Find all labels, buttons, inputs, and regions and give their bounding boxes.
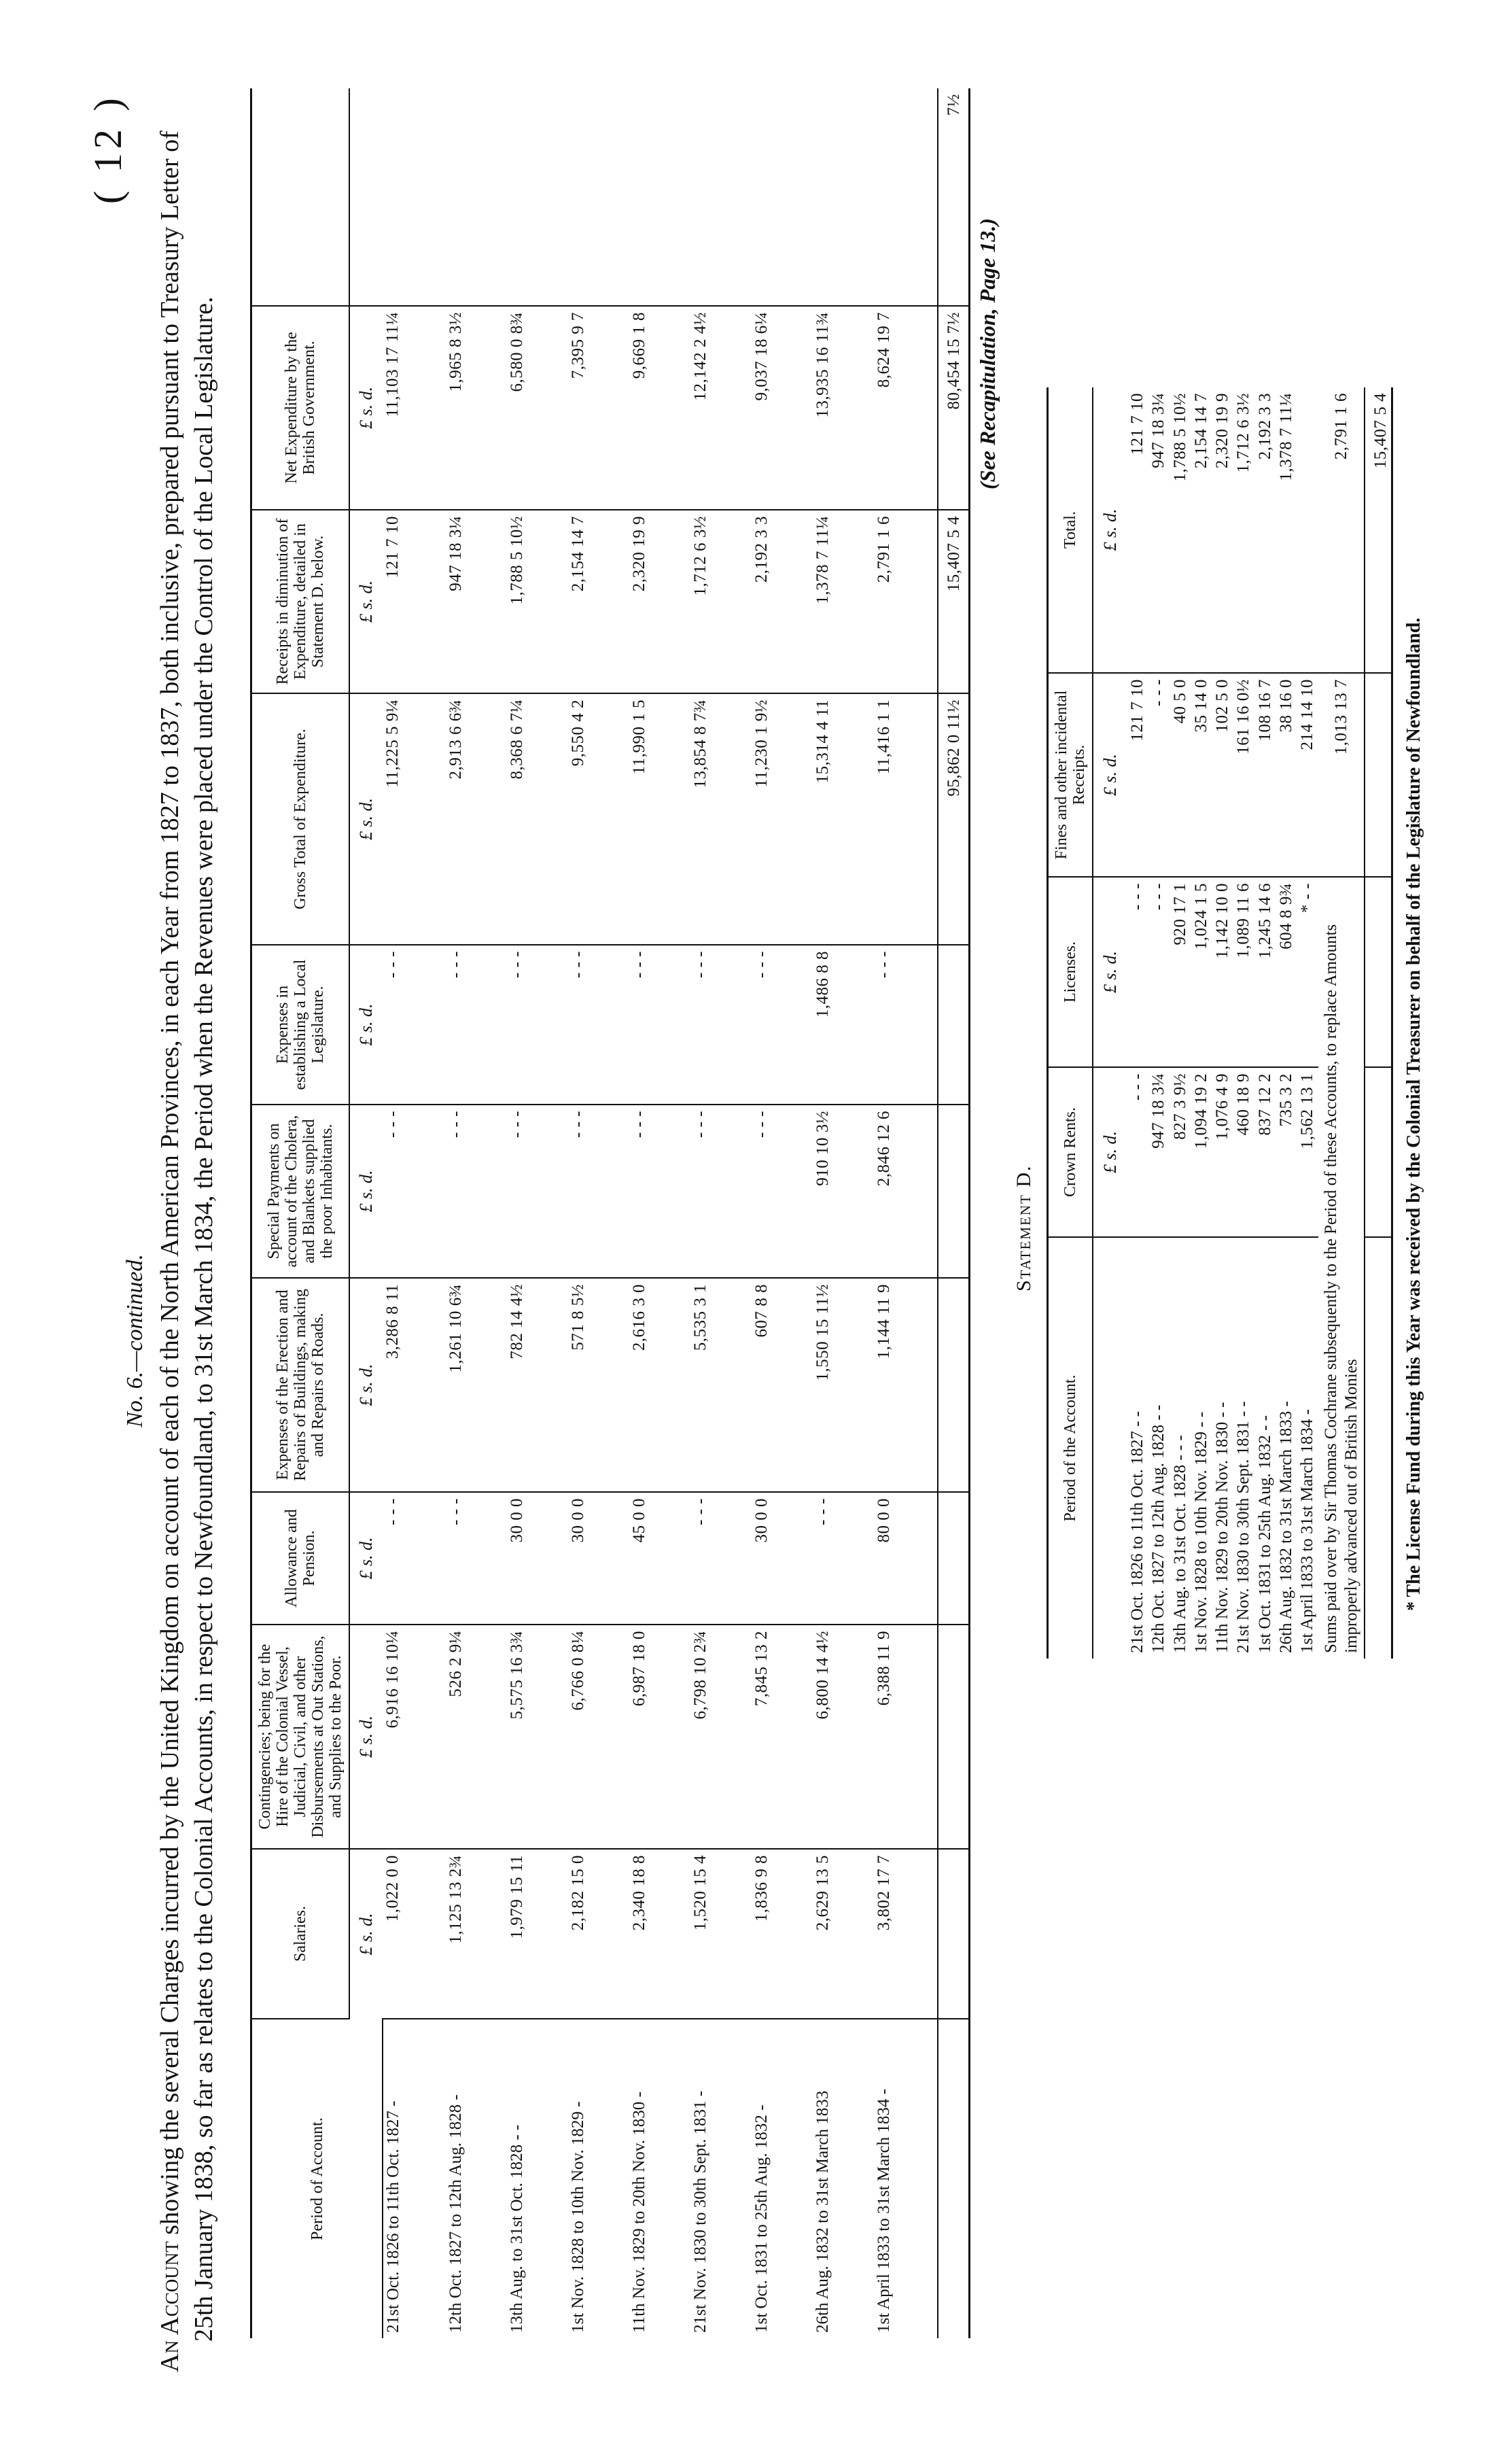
period-cell: 21st Nov. 1830 to 30th Sept. 1831 -	[691, 2090, 710, 2333]
extra-cell	[629, 88, 690, 306]
extra-cell	[383, 88, 446, 306]
value-cell: - - -	[507, 1105, 568, 1278]
value-cell: 6,987 18 0	[629, 1625, 690, 1849]
statement-d-table	[1047, 387, 1393, 1659]
value-cell: 3,802 17 7	[874, 1849, 937, 2019]
total-gross: 95,862 0 11½	[938, 693, 970, 945]
statement-total-cell: 121 7 10	[1127, 387, 1148, 673]
intro-lead: An Account	[156, 2241, 184, 2372]
value-cell: 80 0 0	[874, 1492, 937, 1625]
value-cell: - - -	[629, 945, 690, 1105]
table-row	[629, 88, 690, 2338]
header-buildings: Expenses of the Erection and Repairs of Buildings, making and Repairs of Roads.	[251, 1278, 350, 1492]
value-cell: - - -	[813, 1492, 874, 1625]
value-cell: 2,913 6 6¾	[446, 693, 507, 945]
statement-fines-cell: 161 16 0½	[1233, 673, 1254, 877]
stmt-units-fines: £ s. d.	[1093, 673, 1127, 877]
period-cell: 11th Nov. 1829 to 20th Nov. 1830 -	[630, 2092, 649, 2333]
total-cell	[938, 1105, 970, 1278]
value-cell: - - -	[446, 945, 507, 1105]
total-receipts: 15,407 5 4	[938, 510, 970, 693]
period-cell: 12th Oct. 1827 to 12th Aug. 1828 -	[446, 2094, 465, 2333]
period-cell: 1st Oct. 1831 to 25th Aug. 1832 -	[752, 2104, 771, 2333]
page-number: ( 12 )	[86, 94, 130, 204]
statement-licenses-cell: 1,024 1 5	[1191, 877, 1212, 1067]
statement-sums-row	[1318, 387, 1365, 1659]
statement-licenses-cell: 604 8 9¾	[1276, 877, 1297, 1067]
units-legislature: £ s. d.	[349, 945, 383, 1105]
value-cell: 1,965 8 3½	[446, 306, 507, 510]
statement-fines-cell: 35 14 0	[1191, 673, 1212, 877]
table-row	[752, 88, 813, 2338]
value-cell: 1,979 15 11	[507, 1849, 568, 2019]
value-cell: 11,103 17 11¼	[383, 306, 446, 510]
statement-licenses-cell: - - -	[1148, 877, 1170, 1067]
header-net-expenditure: Net Expenditure by the British Government.	[251, 306, 350, 510]
value-cell: 6,800 14 4½	[813, 1625, 874, 1849]
value-cell: 30 0 0	[507, 1492, 568, 1625]
value-cell: 6,388 11 9	[874, 1625, 937, 1849]
statement-period-cell: 1st April 1833 to 31st March 1834 -	[1298, 1408, 1316, 1653]
statement-row	[1276, 387, 1297, 1659]
value-cell: - - -	[507, 945, 568, 1105]
value-cell: 15,314 4 11	[813, 693, 874, 945]
stmt-total-blank	[1365, 1067, 1392, 1237]
stmt-grand-total: 15,407 5 4	[1365, 387, 1392, 673]
footnote: * The License Fund during this Year was received by the Colonial Treasurer on behalf of the Legislature of Newfoundland.	[1403, 617, 1424, 1611]
header-period: Period of Account.	[251, 2019, 383, 2338]
statement-sums-text: Sums paid over by Sir Thomas Cochrane subsequently to the Period of these Accounts, to replace Amounts improperly advanced out of British Monies	[1322, 924, 1361, 1653]
statement-total-cell: 2,154 14 7	[1191, 387, 1212, 673]
statement-row	[1297, 387, 1318, 1659]
extra-cell	[813, 88, 874, 306]
stmt-total-blank	[1365, 877, 1392, 1067]
statement-period-cell: 13th Aug. to 31st Oct. 1828 - - -	[1170, 1435, 1189, 1653]
statement-row	[1212, 387, 1233, 1659]
extra-cell	[752, 88, 813, 306]
table-row	[507, 88, 568, 2338]
value-cell: 11,230 1 9½	[752, 693, 813, 945]
document-title: No. 6.—continued.	[122, 1254, 147, 1427]
total-extra: 7½	[938, 88, 970, 306]
statement-licenses-cell: - - -	[1127, 877, 1148, 1067]
extra-cell	[874, 88, 937, 306]
stmt-units-blank	[1093, 1237, 1127, 1659]
value-cell: - - -	[383, 1492, 446, 1625]
intro-text: showing the several Charges incurred by the United Kingdom on account of each of the North American Provinces, in each Year from 1827 to 1837, both inclusive, prepared pursuant to Treasury Letter of 25th January 1838, so far as relates to the Colonial Accounts, in respect to Newfoundland, to 31st March 1834, the Period when the Revenues were placed under the Control of the Local Legislature.	[156, 131, 218, 2342]
value-cell: 5,575 16 3¾	[507, 1625, 568, 1849]
value-cell: 1,712 6 3½	[690, 510, 752, 693]
value-cell: 11,225 5 9¼	[383, 693, 446, 945]
total-cell	[938, 1625, 970, 1849]
value-cell: 8,368 6 7¼	[507, 693, 568, 945]
value-cell: 1,261 10 6¾	[446, 1278, 507, 1492]
table-row	[446, 88, 507, 2338]
value-cell: 7,845 13 2	[752, 1625, 813, 1849]
value-cell: - - -	[629, 1105, 690, 1278]
units-special: £ s. d.	[349, 1105, 383, 1278]
value-cell: - - -	[874, 945, 937, 1105]
value-cell: 1,550 15 11½	[813, 1278, 874, 1492]
statement-period-cell: 1st Oct. 1831 to 25th Aug. 1832 - -	[1255, 1415, 1274, 1653]
value-cell: 9,669 1 8	[629, 306, 690, 510]
value-cell: 2,154 14 7	[568, 510, 629, 693]
value-cell: 30 0 0	[568, 1492, 629, 1625]
statement-sums-fines: 1,013 13 7	[1318, 673, 1365, 877]
total-cell	[938, 2019, 970, 2338]
statement-row	[1233, 387, 1254, 1659]
value-cell: 2,616 3 0	[629, 1278, 690, 1492]
statement-row	[1127, 387, 1148, 1659]
statement-row	[1255, 387, 1276, 1659]
statement-period-cell: 26th Aug. 1832 to 31st March 1833 -	[1276, 1401, 1295, 1653]
value-cell: - - -	[446, 1105, 507, 1278]
value-cell: 607 8 8	[752, 1278, 813, 1492]
value-cell: 30 0 0	[752, 1492, 813, 1625]
header-allowance: Allowance and Pension.	[251, 1492, 350, 1625]
value-cell: 2,791 1 6	[874, 510, 937, 693]
statement-licenses-cell: 920 17 1	[1170, 877, 1191, 1067]
units-net: £ s. d.	[349, 306, 383, 510]
value-cell: - - -	[690, 1105, 752, 1278]
value-cell: 11,416 1 1	[874, 693, 937, 945]
value-cell: 1,022 0 0	[383, 1849, 446, 2019]
statement-fines-cell: 214 14 10	[1297, 673, 1318, 877]
value-cell: 3,286 8 11	[383, 1278, 446, 1492]
value-cell: 1,378 7 11¼	[813, 510, 874, 693]
value-cell: - - -	[690, 1492, 752, 1625]
value-cell: 2,182 15 0	[568, 1849, 629, 2019]
stmt-total-blank	[1365, 673, 1392, 877]
statement-total-cell: 1,378 7 11¼	[1276, 387, 1297, 673]
table-row	[813, 88, 874, 2338]
value-cell: - - -	[568, 945, 629, 1105]
statement-licenses-cell: 1,089 11 6	[1233, 877, 1254, 1067]
period-cell: 1st Nov. 1828 to 10th Nov. 1829 -	[569, 2101, 588, 2333]
header-gross-total: Gross Total of Expenditure.	[251, 693, 350, 945]
header-receipts: Receipts in diminution of Expenditure, detailed in Statement D. below.	[251, 510, 350, 693]
statement-period-cell: 12th Oct. 1827 to 12th Aug. 1828 - -	[1149, 1404, 1168, 1653]
statement-licenses-cell: 1,245 14 6	[1255, 877, 1276, 1067]
value-cell: 1,486 8 8	[813, 945, 874, 1105]
value-cell: 947 18 3¼	[446, 510, 507, 693]
value-cell: 1,788 5 10½	[507, 510, 568, 693]
stmt-header-total: Total.	[1048, 387, 1093, 673]
value-cell: 9,550 4 2	[568, 693, 629, 945]
recapitulation-note: (See Recapitulation, Page 13.)	[975, 218, 1000, 489]
value-cell: 6,798 10 2¾	[690, 1625, 752, 1849]
value-cell: 5,535 3 1	[690, 1278, 752, 1492]
value-cell: - - -	[568, 1105, 629, 1278]
statement-fines-cell: 40 5 0	[1170, 673, 1191, 877]
extra-cell	[568, 88, 629, 306]
statement-total-cell: 947 18 3¼	[1148, 387, 1170, 673]
stmt-total-blank	[1365, 1237, 1392, 1659]
statement-d-title: Statement D.	[1013, 1164, 1035, 1291]
units-receipts: £ s. d.	[349, 510, 383, 693]
value-cell: 1,144 11 9	[874, 1278, 937, 1492]
value-cell: 6,916 16 10¼	[383, 1625, 446, 1849]
statement-crown-cell: 827 3 9½	[1170, 1067, 1191, 1237]
statement-period-cell: 21st Oct. 1826 to 11th Oct. 1827 - -	[1128, 1411, 1146, 1653]
total-cell	[938, 945, 970, 1105]
table-row	[690, 88, 752, 2338]
statement-total-cell: 1,712 6 3½	[1233, 387, 1254, 673]
value-cell: 2,192 3 3	[752, 510, 813, 693]
value-cell: 2,846 12 6	[874, 1105, 937, 1278]
statement-total-cell: 2,192 3 3	[1255, 387, 1276, 673]
value-cell: 571 8 5½	[568, 1278, 629, 1492]
statement-total-cell: 1,788 5 10½	[1170, 387, 1191, 673]
total-net: 80,454 15 7½	[938, 306, 970, 510]
value-cell: 1,520 15 4	[690, 1849, 752, 2019]
period-cell: 1st April 1833 to 31st March 1834 -	[875, 2088, 894, 2333]
statement-period-cell: 1st Nov. 1828 to 10th Nov. 1829 - -	[1191, 1411, 1210, 1653]
units-allowance: £ s. d.	[349, 1492, 383, 1625]
statement-crown-cell: 1,094 19 2	[1191, 1067, 1212, 1237]
statement-total-cell: 2,320 19 9	[1212, 387, 1233, 673]
statement-crown-cell: 1,076 4 9	[1212, 1067, 1233, 1237]
value-cell: 11,990 1 5	[629, 693, 690, 945]
header-salaries: Salaries.	[251, 1849, 350, 2019]
value-cell: 2,320 19 9	[629, 510, 690, 693]
extra-cell	[690, 88, 752, 306]
stmt-header-period: Period of the Account.	[1048, 1237, 1093, 1659]
period-cell: 21st Oct. 1826 to 11th Oct. 1827 -	[384, 2100, 402, 2333]
table-row	[383, 88, 446, 2338]
stmt-header-fines: Fines and other incidental Receipts.	[1048, 673, 1093, 877]
value-cell: - - -	[690, 945, 752, 1105]
total-cell	[938, 1849, 970, 2019]
value-cell: 1,836 9 8	[752, 1849, 813, 2019]
statement-row	[1148, 387, 1170, 1659]
extra-cell	[446, 88, 507, 306]
stmt-header-crown: Crown Rents.	[1048, 1067, 1093, 1237]
header-legislature: Expenses in establishing a Local Legislature.	[251, 945, 350, 1105]
stmt-units-crown: £ s. d.	[1093, 1067, 1127, 1237]
stmt-header-licenses: Licenses.	[1048, 877, 1093, 1067]
value-cell: 45 0 0	[629, 1492, 690, 1625]
statement-row	[1170, 387, 1191, 1659]
statement-fines-cell: 102 5 0	[1212, 673, 1233, 877]
units-buildings: £ s. d.	[349, 1278, 383, 1492]
period-cell: 26th Aug. 1832 to 31st March 1833	[813, 2090, 832, 2333]
value-cell: 910 10 3½	[813, 1105, 874, 1278]
statement-licenses-cell: * - -	[1297, 877, 1318, 1067]
table-row	[568, 88, 629, 2338]
units-extra	[349, 88, 383, 306]
stmt-units-licenses: £ s. d.	[1093, 877, 1127, 1067]
value-cell: 13,854 8 7¾	[690, 693, 752, 945]
statement-d-body	[1127, 387, 1365, 1659]
value-cell: - - -	[383, 945, 446, 1105]
value-cell: - - -	[383, 1105, 446, 1278]
value-cell: - - -	[752, 1105, 813, 1278]
total-cell	[938, 1278, 970, 1492]
value-cell: - - -	[752, 945, 813, 1105]
statement-crown-cell: - - -	[1127, 1067, 1148, 1237]
statement-total-cell	[1297, 387, 1318, 673]
statement-period-cell: 21st Nov. 1830 to 30th Sept. 1831 - -	[1234, 1401, 1253, 1653]
stmt-units-total: £ s. d.	[1093, 387, 1127, 673]
value-cell: 7,395 9 7	[568, 306, 629, 510]
statement-licenses-cell: 1,142 10 0	[1212, 877, 1233, 1067]
statement-crown-cell: 947 18 3¼	[1148, 1067, 1170, 1237]
value-cell: 526 2 9¼	[446, 1625, 507, 1849]
extra-cell	[507, 88, 568, 306]
statement-fines-cell: - - -	[1148, 673, 1170, 877]
statement-crown-cell: 735 3 2	[1276, 1067, 1297, 1237]
units-gross: £ s. d.	[349, 693, 383, 945]
statement-crown-cell: 460 18 9	[1233, 1067, 1254, 1237]
value-cell: 8,624 19 7	[874, 306, 937, 510]
header-extra	[251, 88, 350, 306]
value-cell: - - -	[446, 1492, 507, 1625]
statement-fines-cell: 121 7 10	[1127, 673, 1148, 877]
intro-paragraph	[153, 99, 221, 2372]
total-cell	[938, 1492, 970, 1625]
value-cell: 121 7 10	[383, 510, 446, 693]
header-contingencies: Contingencies; being for the Hire of the Colonial Vessel, Judicial, Civil, and other Disbursements at Out Stations, and Supplies to the Poor.	[251, 1625, 350, 1849]
statement-crown-cell: 837 12 2	[1255, 1067, 1276, 1237]
value-cell: 2,629 13 5	[813, 1849, 874, 2019]
header-special-payments: Special Payments on account of the Cholera, and Blankets supplied the poor Inhabitants.	[251, 1105, 350, 1278]
main-account-table	[250, 88, 970, 2338]
statement-sums-total: 2,791 1 6	[1318, 387, 1365, 673]
period-cell: 13th Aug. to 31st Oct. 1828 - -	[508, 2124, 527, 2333]
statement-row	[1191, 387, 1212, 1659]
units-contingencies: £ s. d.	[349, 1625, 383, 1849]
statement-crown-cell: 1,562 13 1	[1297, 1067, 1318, 1237]
value-cell: 13,935 16 11¾	[813, 306, 874, 510]
value-cell: 2,340 18 8	[629, 1849, 690, 2019]
value-cell: 782 14 4½	[507, 1278, 568, 1492]
table-row	[874, 88, 937, 2338]
value-cell: 1,125 13 2¾	[446, 1849, 507, 2019]
units-salaries: £ s. d.	[356, 1913, 376, 1956]
value-cell: 9,037 18 6¼	[752, 306, 813, 510]
value-cell: 12,142 2 4½	[690, 306, 752, 510]
main-table-body	[383, 88, 938, 2338]
statement-fines-cell: 38 16 0	[1276, 673, 1297, 877]
statement-period-cell: 11th Nov. 1829 to 20th Nov. 1830 - -	[1213, 1402, 1231, 1653]
value-cell: 6,766 0 8¼	[568, 1625, 629, 1849]
statement-fines-cell: 108 16 7	[1255, 673, 1276, 877]
value-cell: 6,580 0 8¾	[507, 306, 568, 510]
